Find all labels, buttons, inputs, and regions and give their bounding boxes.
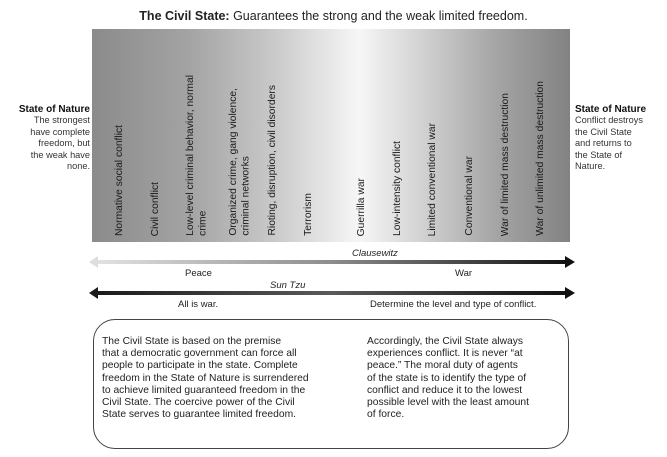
spectrum-label-line: Low-intensity conflict	[392, 141, 403, 236]
spectrum-label-conventional-war	[464, 156, 477, 236]
spectrum-label-line: Civil conflict	[150, 181, 161, 236]
left-line: the weak have	[30, 149, 90, 160]
right-line: the State of	[575, 149, 622, 160]
title-bold: The Civil State:	[139, 9, 230, 23]
sun-tzu-label: Sun Tzu	[270, 280, 306, 291]
conflict-spectrum-band	[92, 29, 570, 242]
left-line: none.	[67, 161, 90, 171]
sun-tzu-right-label: Determine the level and type of conflict.	[370, 299, 537, 310]
spectrum-label-line: Normative social conflict	[114, 124, 125, 236]
left-heading: State of Nature	[18, 104, 90, 115]
spectrum-label-low-intensity-conflict	[392, 141, 405, 236]
spectrum-label-line: Conventional war	[464, 156, 475, 236]
spectrum-label-low-level-crime	[185, 75, 210, 236]
left-description	[8, 115, 90, 173]
explanation-box	[93, 319, 569, 449]
left-line: The strongest	[33, 115, 90, 125]
diagram-title	[0, 9, 667, 23]
text-line: State serves to guarantee limited freedom.	[102, 409, 297, 421]
sun-tzu-left-label: All is war.	[178, 299, 219, 310]
spectrum-label-terrorism	[303, 193, 316, 236]
text-line: of force.	[367, 409, 405, 421]
spectrum-label-line: criminal networks	[240, 156, 252, 236]
text-line: to achieve limited guaranteed freedom in the	[102, 384, 306, 396]
explanation-left-paragraph	[102, 336, 364, 421]
left-state-of-nature	[8, 104, 90, 173]
spectrum-label-line: crime	[197, 210, 209, 236]
right-line: Conflict destroys	[575, 115, 643, 125]
spectrum-label-line: Terrorism	[303, 193, 314, 236]
text-line: Civil State. The coercive power of the Civil	[102, 397, 295, 409]
spectrum-label-line: War of unlimited mass destruction	[535, 81, 546, 236]
clausewitz-arrow	[88, 255, 576, 269]
text-line: The Civil State is based on the premise	[102, 336, 282, 347]
right-description	[575, 115, 665, 173]
sun-tzu-arrow	[88, 286, 576, 300]
left-line: freedom, but	[38, 138, 90, 148]
right-state-of-nature	[575, 104, 665, 173]
text-line: conflict and reduce it to the lowest	[367, 384, 523, 396]
right-heading: State of Nature	[575, 104, 647, 115]
spectrum-label-line: Organized crime, gang violence,	[228, 88, 239, 236]
right-line: the Civil State	[575, 126, 632, 137]
right-line: and returns to	[575, 138, 632, 148]
clausewitz-label: Clausewitz	[352, 248, 398, 259]
spectrum-label-limited-mass-destruction	[500, 93, 513, 236]
text-line: of the state is to identify the type of	[367, 372, 527, 384]
text-line: possible level with the least amount	[367, 397, 529, 409]
spectrum-label-line: Limited conventional war	[427, 122, 438, 236]
text-line: people to participate in the state. Complete	[102, 360, 298, 372]
spectrum-label-unlimited-mass-destruction	[535, 81, 548, 236]
spectrum-label-rioting	[267, 85, 280, 236]
spectrum-label-line: Low-level criminal behavior, normal	[185, 75, 196, 236]
text-line: that a democratic government can force all	[102, 348, 297, 360]
text-line: freedom in the State of Nature is surrendered	[102, 372, 309, 384]
right-line: Nature.	[575, 161, 606, 171]
clausewitz-left-label: Peace	[185, 268, 212, 279]
title-rest: Guarantees the strong and the weak limited freedom.	[229, 9, 528, 23]
spectrum-label-civil-conflict	[150, 182, 163, 236]
text-line: peace.” The moral duty of agents	[367, 360, 518, 372]
text-line: Accordingly, the Civil State always	[367, 336, 524, 347]
explanation-right-paragraph	[367, 336, 563, 421]
spectrum-label-guerrilla-war	[356, 178, 369, 236]
spectrum-label-limited-conventional-war	[427, 123, 440, 236]
spectrum-label-line: Guerrilla war	[356, 177, 367, 236]
text-line: experiences conflict. It is never “at	[367, 348, 523, 360]
spectrum-label-normative-social-conflict	[114, 125, 127, 236]
spectrum-label-organized-crime	[228, 88, 253, 236]
spectrum-label-line: Rioting, disruption, civil disorders	[267, 85, 278, 236]
clausewitz-right-label: War	[455, 268, 473, 279]
spectrum-label-line: War of limited mass destruction	[500, 92, 511, 236]
left-line: have complete	[30, 126, 90, 137]
